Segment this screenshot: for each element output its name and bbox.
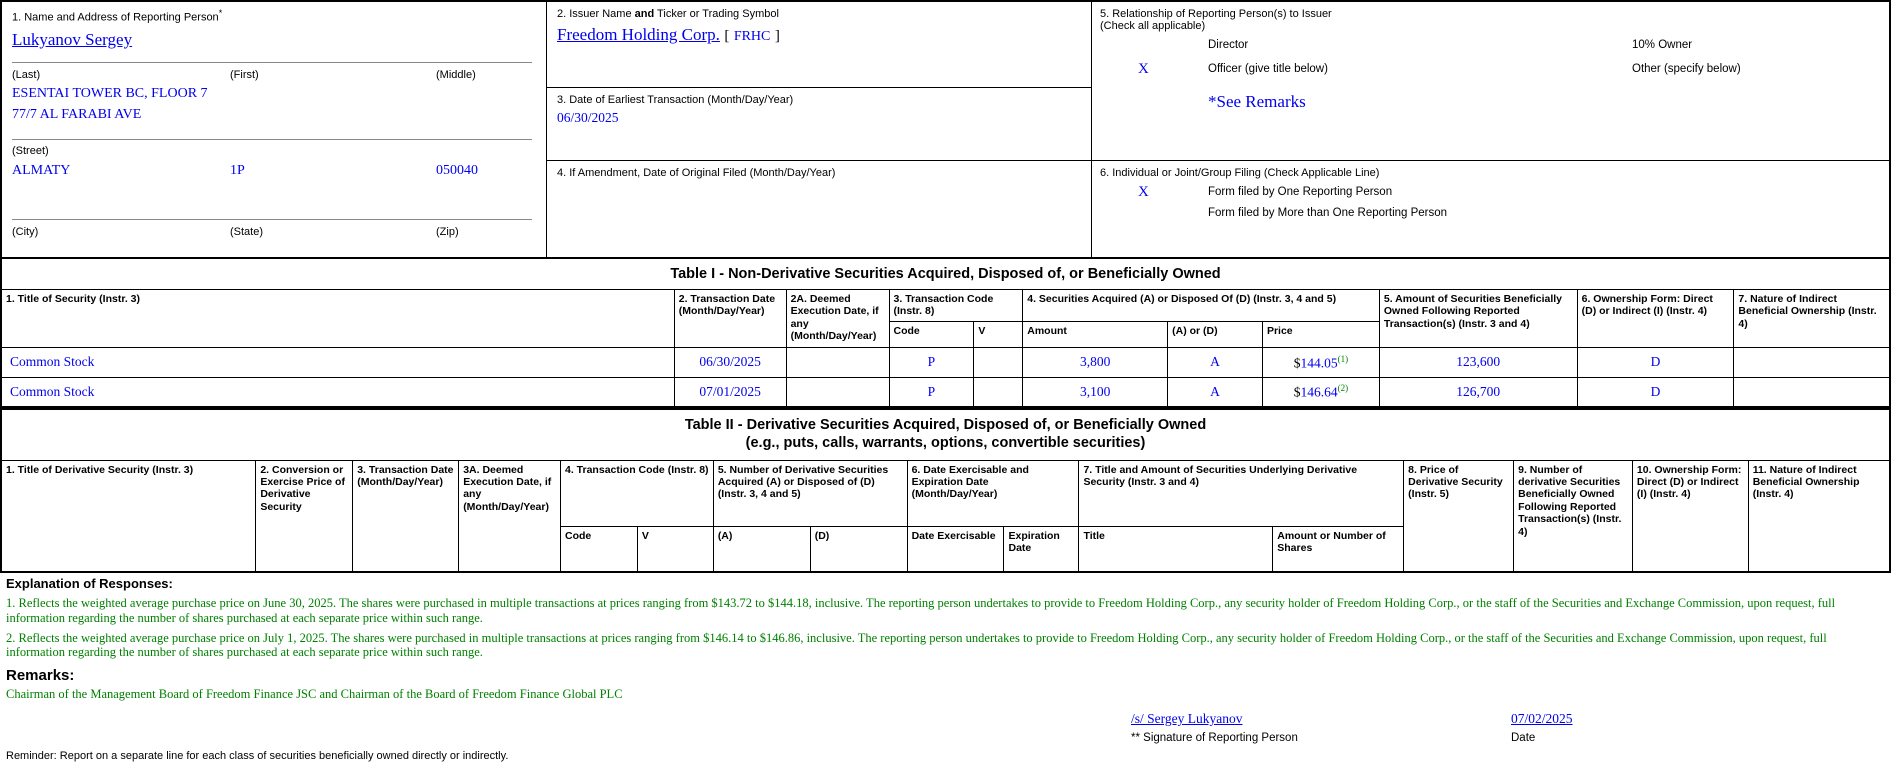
footnote-1-number: 1.	[6, 596, 16, 611]
t2-header-ownership-form: 10. Ownership Form: Direct (D) or Indirect (I) (Instr. 4)	[1632, 460, 1748, 572]
footnote-asterisk: *	[218, 8, 223, 18]
footnote-1-text: Reflects the weighted average purchase price on June 30, 2025. The shares were purchased in multiple transactions at prices ranging from $143.72 to $144.18, inclusive. The reporting person undertakes to provide to Freedom Holding Corp., any security holder of Freedom Holding Corp., or the staff of the Securities and Exchange Commission, upon request, full information regarding the number of shares purchased at each separate price within such range.	[6, 596, 1836, 625]
owned-following-cell: 123,600	[1379, 347, 1577, 377]
owned-following-cell: 126,700	[1379, 377, 1577, 407]
zip-label: (Zip)	[436, 225, 459, 238]
v-cell	[974, 377, 1023, 407]
table-row	[1, 377, 1890, 407]
divider	[12, 62, 532, 63]
filing-type-label: 6. Individual or Joint/Group Filing (Check Applicable Line)	[1100, 167, 1380, 179]
reminder-text: Reminder: Report on a separate line for each class of securities beneficially owned directly or indirectly.	[6, 750, 509, 762]
price-value: 146.64	[1300, 384, 1338, 400]
officer-title-value: *See Remarks	[1208, 92, 1306, 111]
table2-title	[1, 409, 1890, 460]
footnote-ref: (2)	[1337, 383, 1349, 394]
city-value: ALMATY	[12, 162, 71, 178]
relationship-label-line2: (Check all applicable)	[1100, 20, 1206, 32]
deemed-date-cell	[786, 377, 889, 407]
officer-checkbox: X	[1138, 61, 1149, 77]
t1-header-ownership-form: 6. Ownership Form: Direct (D) or Indirect (I) (Instr. 4)	[1577, 290, 1734, 348]
director-label: Director	[1208, 39, 1249, 51]
director-checkbox	[1100, 37, 1208, 56]
section-issuer-dates	[547, 2, 1092, 257]
t2-header-date-exercisable-expiration: 6. Date Exercisable and Expiration Date (Month/Day/Year)	[907, 460, 1079, 526]
one-person-label: Form filed by One Reporting Person	[1208, 186, 1393, 198]
reporting-person-link[interactable]: Lukyanov Sergey	[12, 29, 133, 49]
signature-value: /s/ Sergey Lukyanov	[1131, 711, 1243, 727]
ticker-bracket-open: [	[724, 28, 730, 44]
signature-block	[0, 710, 1891, 744]
section-amendment	[547, 160, 1091, 257]
explanation-title: Explanation of Responses:	[6, 576, 173, 592]
security-title-cell: Common Stock	[1, 347, 674, 377]
dollar-sign: $	[1293, 355, 1301, 370]
code-cell: P	[889, 347, 974, 377]
a-or-d-cell: A	[1168, 347, 1263, 377]
divider	[12, 219, 532, 220]
first-name-label: (First)	[230, 68, 259, 81]
explanation-of-responses	[0, 573, 1891, 660]
form-header-section	[0, 0, 1891, 257]
address-line-2: 77/7 AL FARABI AVE	[12, 106, 142, 122]
dollar-sign: $	[1293, 384, 1301, 400]
t2-subheader-v: V	[637, 526, 713, 572]
table2-derivative	[0, 408, 1891, 573]
t2-subheader-expiration-date: Expiration Date	[1004, 526, 1079, 572]
remarks-title: Remarks:	[6, 667, 75, 685]
code-cell: P	[889, 377, 974, 407]
footnote-ref: (1)	[1337, 353, 1349, 364]
ownership-form-cell: D	[1577, 347, 1734, 377]
signature-label: ** Signature of Reporting Person	[1131, 732, 1298, 745]
address-line-1: ESENTAI TOWER BC, FLOOR 7	[12, 85, 208, 101]
last-name-label: (Last)	[12, 68, 41, 81]
issuer-label: 2. Issuer Name and Ticker or Trading Symbol	[557, 8, 779, 20]
t2-subheader-d: (D)	[810, 526, 907, 572]
amendment-label: 4. If Amendment, Date of Original Filed (Month/Day/Year)	[557, 167, 836, 179]
one-person-checkbox: X	[1138, 184, 1149, 200]
t2-subheader-date-exercisable: Date Exercisable	[907, 526, 1004, 572]
price-cell	[1262, 347, 1379, 377]
t1-header-securities-acquired-disposed: 4. Securities Acquired (A) or Disposed Of (D) (Instr. 3, 4 and 5)	[1023, 290, 1380, 322]
footnote-2-text: Reflects the weighted average purchase price on July 1, 2025. The shares were purchased in multiple transactions at prices ranging from $146.14 to $146.86, inclusive. The reporting person undertakes to provide to Freedom Holding Corp., any security holder of Freedom Holding Corp., or the staff of the Securities and Exchange Commission, upon request, full information regarding the number of shares purchased at each separate price within such range.	[6, 630, 1827, 660]
t2-header-price-derivative: 8. Price of Derivative Security (Instr. 5)	[1404, 460, 1514, 572]
ticker-symbol: FRHC	[733, 29, 771, 44]
footnote-2-number: 2.	[6, 630, 16, 645]
t1-subheader-price: Price	[1262, 321, 1379, 347]
deemed-date-cell	[786, 347, 889, 377]
t1-subheader-code: Code	[889, 321, 974, 347]
street-label: (Street)	[12, 144, 49, 157]
t1-header-title-of-security: 1. Title of Security (Instr. 3)	[1, 290, 674, 348]
t2-header-underlying-securities: 7. Title and Amount of Securities Underlying Derivative Security (Instr. 3 and 4)	[1079, 460, 1404, 526]
footnote-2	[6, 631, 1885, 661]
relationship-label-line1: 5. Relationship of Reporting Person(s) to Issuer	[1100, 8, 1332, 20]
security-title-cell: Common Stock	[1, 377, 674, 407]
amount-cell: 3,800	[1023, 347, 1168, 377]
section-relationship-filing	[1092, 2, 1889, 257]
ownership-form-cell: D	[1577, 377, 1734, 407]
t1-header-transaction-code: 3. Transaction Code (Instr. 8)	[889, 290, 1023, 322]
section-earliest-transaction	[547, 87, 1091, 160]
t2-header-conversion-price: 2. Conversion or Exercise Price of Derivative Security	[256, 460, 353, 572]
nature-indirect-cell	[1734, 377, 1890, 407]
t2-header-title-derivative: 1. Title of Derivative Security (Instr. 3)	[1, 460, 256, 572]
a-or-d-cell: A	[1168, 377, 1263, 407]
ticker-bracket-close: ]	[774, 28, 780, 44]
price-cell	[1262, 377, 1379, 407]
t2-header-number-owned: 9. Number of derivative Securities Beneficially Owned Following Reported Transaction(s) (Instr. 4)	[1514, 460, 1633, 572]
transaction-date-cell: 06/30/2025	[674, 347, 786, 377]
ten-percent-owner-label: 10% Owner	[1632, 39, 1693, 51]
t2-subheader-code: Code	[561, 526, 638, 572]
table1-title: Table I - Non-Derivative Securities Acquired, Disposed of, or Beneficially Owned	[1, 258, 1890, 290]
state-value: 1P	[230, 162, 245, 178]
t2-header-deemed-execution-date: 3A. Deemed Execution Date, if any (Month/Day/Year)	[459, 460, 561, 572]
issuer-link[interactable]: Freedom Holding Corp.	[557, 25, 720, 44]
t1-subheader-a-or-d: (A) or (D)	[1168, 321, 1263, 347]
t1-header-nature-indirect: 7. Nature of Indirect Beneficial Ownership (Instr. 4)	[1734, 290, 1890, 348]
t2-header-nature-indirect: 11. Nature of Indirect Beneficial Ownership (Instr. 4)	[1748, 460, 1890, 572]
officer-label: Officer (give title below)	[1208, 63, 1328, 75]
earliest-transaction-label: 3. Date of Earliest Transaction (Month/Day/Year)	[557, 94, 794, 106]
footnote-1	[6, 596, 1885, 626]
section-issuer	[547, 2, 1091, 87]
table1-non-derivative	[0, 257, 1891, 408]
table2-title-line1: Table II - Derivative Securities Acquired, Disposed of, or Beneficially Owned	[684, 417, 1207, 434]
t2-subheader-amount-shares: Amount or Number of Shares	[1273, 526, 1404, 572]
t2-header-transaction-code: 4. Transaction Code (Instr. 8)	[561, 460, 714, 526]
t2-header-transaction-date: 3. Transaction Date (Month/Day/Year)	[353, 460, 459, 572]
t1-subheader-v: V	[974, 321, 1023, 347]
middle-name-label: (Middle)	[436, 68, 476, 81]
t2-subheader-a: (A)	[713, 526, 810, 572]
t2-subheader-title: Title	[1079, 526, 1273, 572]
section-reporting-person	[2, 2, 547, 257]
divider	[12, 139, 532, 140]
t1-header-amount-owned: 5. Amount of Securities Beneficially Owned Following Reported Transaction(s) (Instr. 3 and 4)	[1379, 290, 1577, 348]
section-relationship	[1092, 2, 1889, 160]
amount-cell: 3,100	[1023, 377, 1168, 407]
state-label: (State)	[230, 225, 264, 238]
nature-indirect-cell	[1734, 347, 1890, 377]
t1-header-deemed-execution-date: 2A. Deemed Execution Date, if any (Month/Day/Year)	[786, 290, 889, 348]
table-row	[1, 347, 1890, 377]
v-cell	[974, 347, 1023, 377]
other-label: Other (specify below)	[1632, 63, 1741, 75]
price-value: 144.05	[1300, 355, 1338, 370]
transaction-date-cell: 07/01/2025	[674, 377, 786, 407]
t2-header-number-derivative: 5. Number of Derivative Securities Acquired (A) or Disposed of (D) (Instr. 3, 4 and 5)	[713, 460, 907, 526]
signature-date-value: 07/02/2025	[1511, 711, 1573, 727]
signature-date-label: Date	[1511, 732, 1536, 745]
zip-value: 050040	[436, 162, 478, 178]
t1-subheader-amount: Amount	[1023, 321, 1168, 347]
table2-title-line2: (e.g., puts, calls, warrants, options, convertible securities)	[745, 434, 1146, 451]
reporting-person-label: 1. Name and Address of Reporting Person*	[12, 8, 223, 24]
t1-header-transaction-date: 2. Transaction Date (Month/Day/Year)	[674, 290, 786, 348]
earliest-transaction-date: 06/30/2025	[557, 110, 619, 125]
city-label: (City)	[12, 225, 39, 238]
section-filing-type	[1092, 160, 1889, 257]
more-persons-checkbox	[1100, 205, 1208, 224]
remarks-text: Chairman of the Management Board of Freedom Finance JSC and Chairman of the Board of Freedom Finance Global PLC	[6, 687, 623, 702]
more-persons-label: Form filed by More than One Reporting Person	[1208, 207, 1448, 219]
